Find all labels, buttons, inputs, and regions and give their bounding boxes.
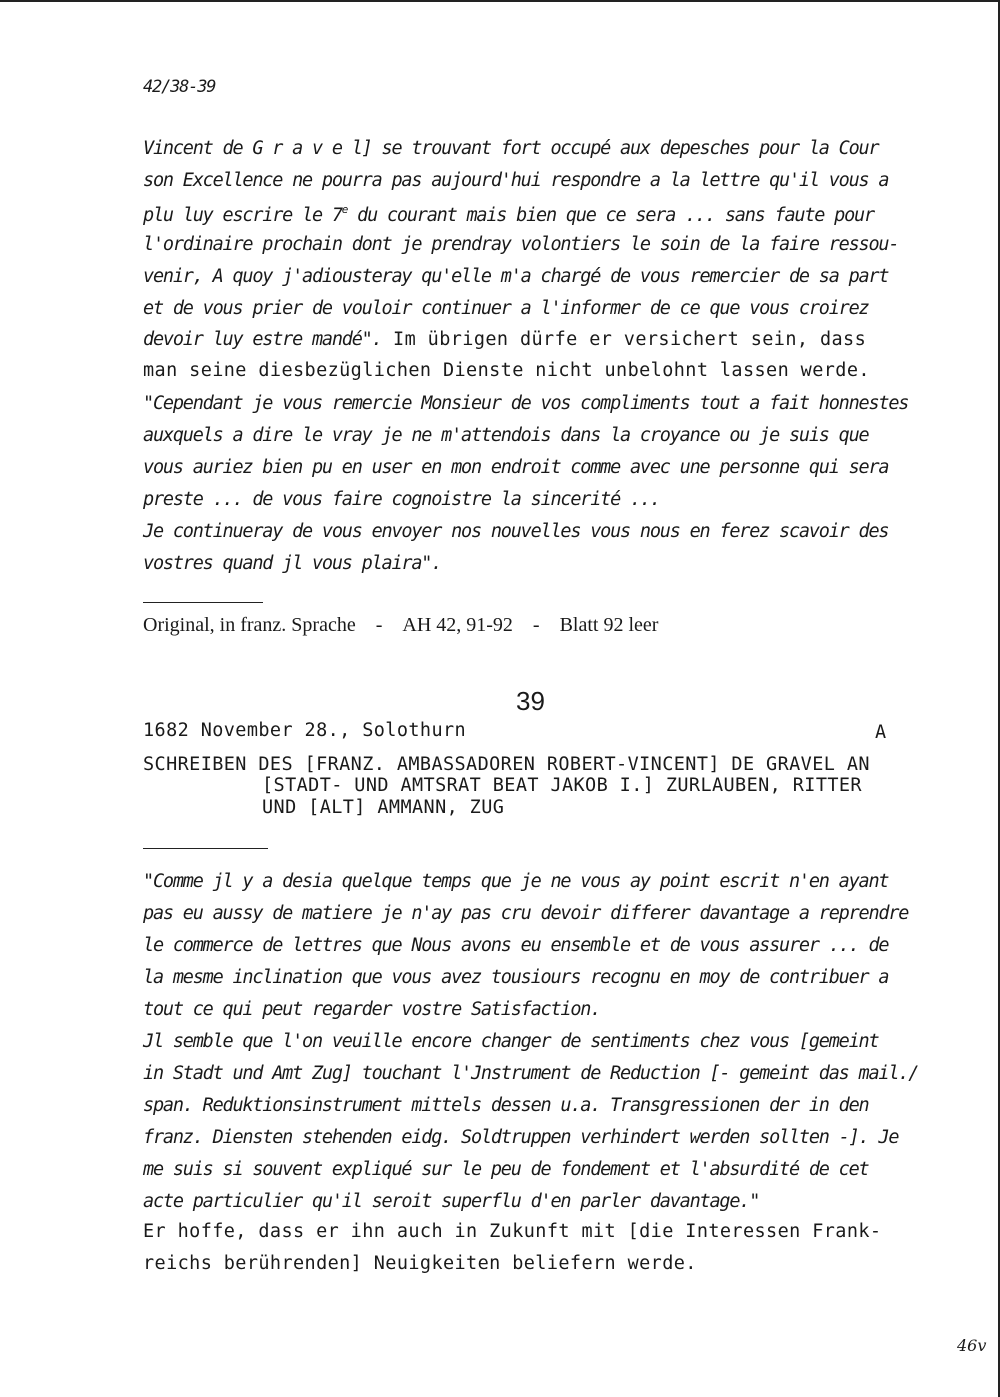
text-line: le commerce de lettres que Nous avons eu ensemble et de vous assurer ... de (143, 935, 889, 956)
text-line: pas eu aussy de matiere je n'ay pas cru devoir differer davantage a reprendre (143, 903, 909, 924)
text-line: Jl semble que l'on veuille encore changer de sentiments chez vous [gemeint (143, 1031, 879, 1052)
page-reference: 42/38-39 (143, 77, 216, 97)
text-line: man seine diesbezüglichen Dienste nicht unbelohnt lassen werde. (143, 360, 870, 381)
text-line: l'ordinaire prochain dont je prendray volontiers le soin de la faire ressou- (143, 234, 899, 255)
text-line: tout ce qui peut regarder vostre Satisfaction. (143, 999, 601, 1020)
text-line: preste ... de vous faire cognoistre la sincerité ... (143, 489, 660, 510)
text-line: Je continueray de vous envoyer nos nouvelles vous nous en ferez scavoir des (143, 521, 889, 542)
text-line: auxquels a dire le vray je ne m'attendois dans la croyance ou je suis que (143, 425, 869, 446)
text-line: la mesme inclination que vous avez tousiours recognu en moy de contribuer a (143, 967, 889, 988)
document-number: 39 (516, 686, 545, 716)
handwritten-folio-number: 46v (957, 1336, 987, 1355)
text-line: Er hoffe, dass er ihn auch in Zukunft mit [die Interessen Frank- (143, 1221, 882, 1242)
text-line: in Stadt und Amt Zug] touchant l'Jnstrument de Reduction [- gemeint das mail./ (143, 1063, 919, 1084)
text-line: vous auriez bien pu en user en mon endroit comme avec une personne qui sera (143, 457, 889, 478)
superscript: e (341, 203, 348, 216)
text-line: "Cependant je vous remercie Monsieur de vos compliments tout a fait honnestes (143, 393, 909, 414)
text-line: me suis si souvent expliqué sur le peu de fondement et l'absurdité de cet (143, 1159, 869, 1180)
heading-line: [STADT- UND AMTSRAT BEAT JAKOB I.] ZURLAUBEN, RITTER (262, 775, 862, 796)
text-line: reichs berührenden] Neuigkeiten beliefern werde. (143, 1253, 697, 1274)
separator-rule (143, 848, 268, 849)
source-note: Original, in franz. Sprache - AH 42, 91-92 - Blatt 92 leer (143, 614, 659, 636)
text-line: vostres quand jl vous plaira". (143, 553, 442, 574)
footnote-rule (143, 602, 263, 603)
text-line: et de vous prier de vouloir continuer a l'informer de ce que vous croirez (143, 298, 869, 319)
text-line: franz. Diensten stehenden eidg. Soldtruppen verhindert werden sollten -]. Je (143, 1127, 899, 1148)
text-line: son Excellence ne pourra pas aujourd'hui respondre a la lettre qu'il vous a (143, 170, 889, 191)
text-line: span. Reduktionsinstrument mittels dessen u.a. Transgressionen der in den (143, 1095, 869, 1116)
heading-line: SCHREIBEN DES [FRANZ. AMBASSADOREN ROBERT-VINCENT] DE GRAVEL AN (143, 754, 870, 775)
document-type: A (875, 722, 887, 743)
text-line: Vincent de G r a v e l] se trouvant fort occupé aux depesches pour la Cour (143, 138, 879, 159)
text-line: acte particulier qu'il seroit superflu d'en parler davantage." (143, 1191, 760, 1212)
text-line: plu luy escrire le 7e du courant mais bien que ce sera ... sans faute pour (143, 203, 874, 226)
text-line: devoir luy estre mandé". Im übrigen dürfe er versichert sein, dass (143, 329, 867, 350)
text-line: "Comme jl y a desia quelque temps que je ne vous ay point escrit n'en ayant (143, 871, 889, 892)
text-line: venir, A quoy j'adiousteray qu'elle m'a chargé de vous remercier de sa part (143, 266, 889, 287)
date-line: 1682 November 28., Solothurn (143, 720, 467, 741)
heading-line: UND [ALT] AMMANN, ZUG (262, 797, 505, 818)
